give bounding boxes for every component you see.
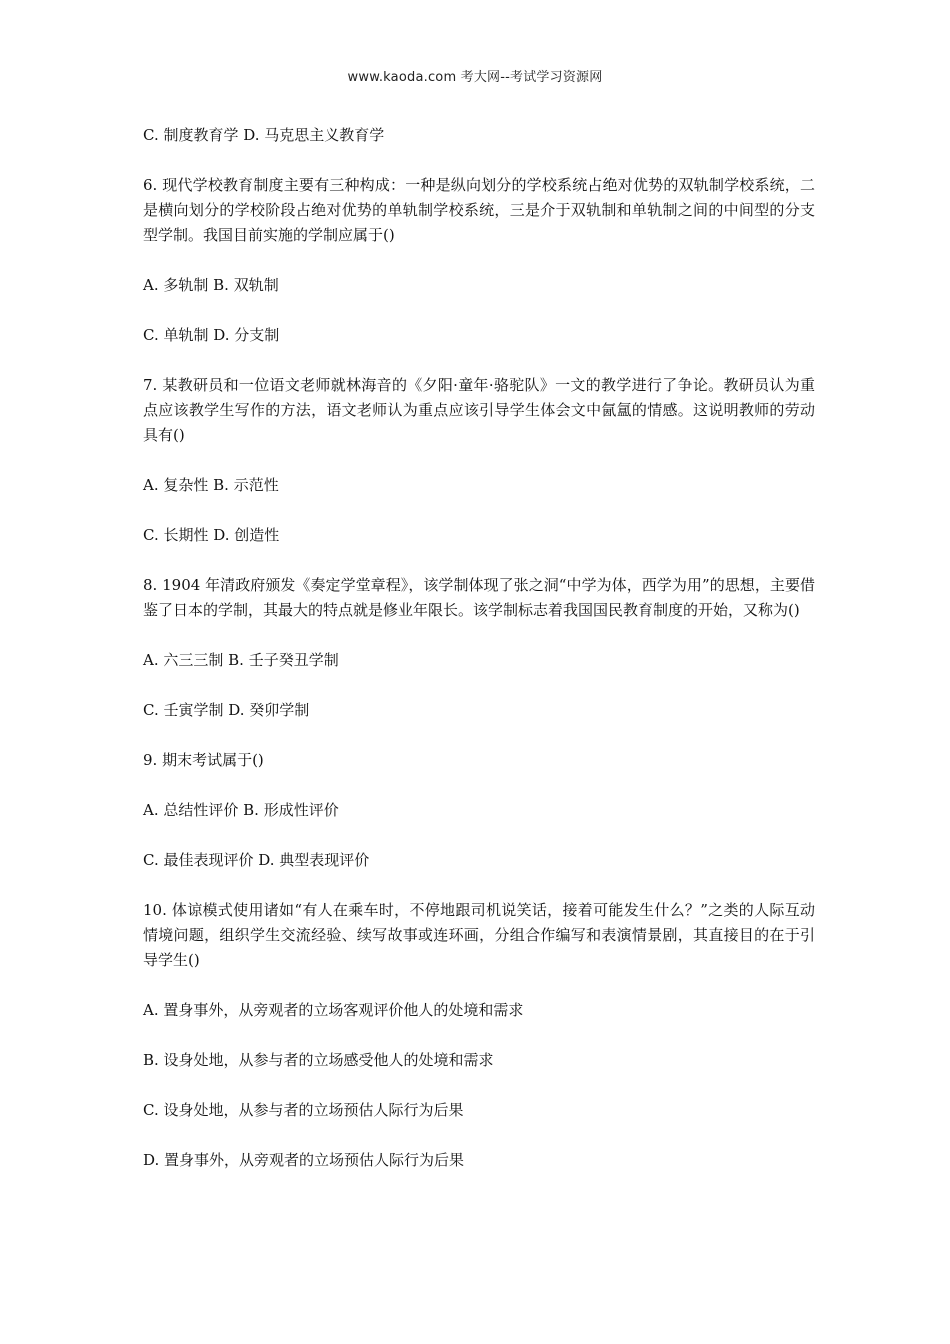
question-6: 6. 现代学校教育制度主要有三种构成：一种是纵向划分的学校系统占绝对优势的双轨制学校系统，二是横向划分的学校阶段占绝对优势的单轨制学校系统，三是介于双轨制和单轨制之间的中间型的分支型学制。我国目前实施的学制应属于() <box>143 176 815 244</box>
document-body <box>143 123 815 1198</box>
option-line: A. 总结性评价 B. 形成性评价 <box>143 801 339 819</box>
option-line: C. 长期性 D. 创造性 <box>143 526 280 544</box>
option-line: C. 制度教育学 D. 马克思主义教育学 <box>143 126 385 144</box>
option-line: A. 多轨制 B. 双轨制 <box>143 276 279 294</box>
option-line: C. 最佳表现评价 D. 典型表现评价 <box>143 851 370 869</box>
question-10: 10. 体谅模式使用诸如“有人在乘车时，不停地跟司机说笑话，接着可能发生什么？”之类的人际互动情境问题，组织学生交流经验、续写故事或连环画，分组合作编写和表演情景剧，其直接目的在于引导学生() <box>143 901 815 969</box>
option-line: C. 壬寅学制 D. 癸卯学制 <box>143 701 310 719</box>
option-line: C. 单轨制 D. 分支制 <box>143 326 280 344</box>
question-7: 7. 某教研员和一位语文老师就林海音的《夕阳·童年·骆驼队》一文的教学进行了争论。教研员认为重点应该教学生写作的方法，语文老师认为重点应该引导学生体会文中氤氲的情感。这说明教师的劳动具有() <box>143 376 815 444</box>
option-line: D. 置身事外，从旁观者的立场预估人际行为后果 <box>143 1151 465 1169</box>
option-line: A. 复杂性 B. 示范性 <box>143 476 279 494</box>
question-9: 9. 期末考试属于() <box>143 751 264 769</box>
site-header: www.kaoda.com 考大网--考试学习资源网 <box>347 70 603 85</box>
option-line: C. 设身处地，从参与者的立场预估人际行为后果 <box>143 1101 464 1119</box>
question-8: 8. 1904 年清政府颁发《奏定学堂章程》，该学制体现了张之洞“中学为体，西学为用”的思想，主要借鉴了日本的学制，其最大的特点就是修业年限长。该学制标志着我国国民教育制度的开始，又称为() <box>143 576 815 619</box>
option-line: A. 六三三制 B. 壬子癸丑学制 <box>143 651 339 669</box>
option-line: B. 设身处地，从参与者的立场感受他人的处境和需求 <box>143 1051 494 1069</box>
option-line: A. 置身事外，从旁观者的立场客观评价他人的处境和需求 <box>143 1001 524 1019</box>
